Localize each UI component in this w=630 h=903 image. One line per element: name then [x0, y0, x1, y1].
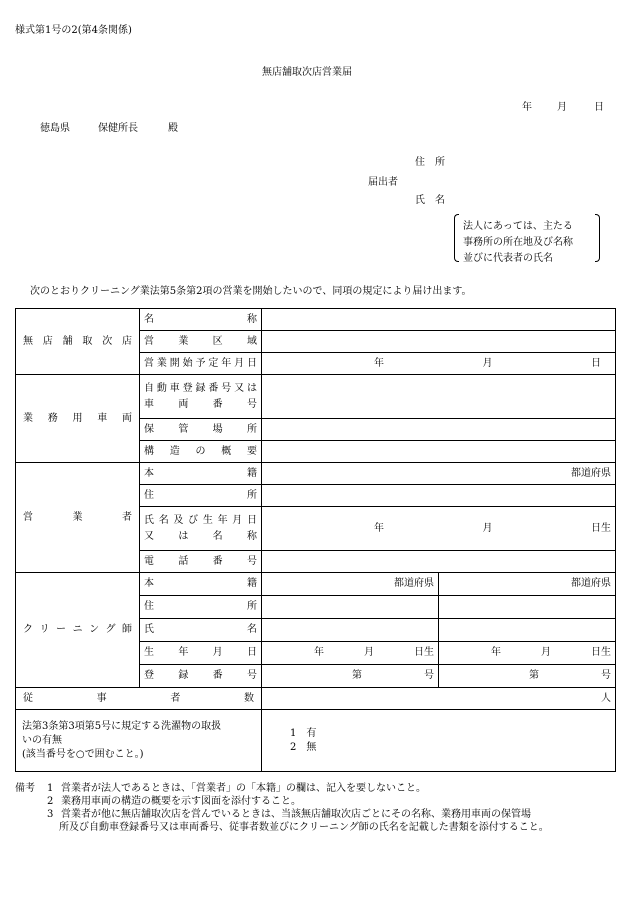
form-number: 様式第1号の2(第4条関係): [15, 25, 132, 36]
corporate-note: [463, 219, 573, 267]
left-bracket: [454, 214, 459, 262]
day-unit: 日生: [591, 522, 611, 534]
reg-suffix: 号: [601, 670, 611, 681]
registration-table: [15, 308, 616, 772]
prefecture-unit: 都道府県: [394, 578, 434, 589]
operator-phone-field[interactable]: [262, 551, 616, 573]
month-unit: 月: [364, 647, 374, 658]
page-title: 無店舗取次店営業届: [262, 67, 352, 78]
year-unit: 年: [374, 357, 384, 369]
section-operator-label: 営業者: [16, 463, 140, 573]
date-month-label: 月: [557, 102, 567, 113]
year-unit: 年: [374, 522, 384, 534]
table-row: [16, 463, 616, 485]
day-unit: 日生: [591, 647, 611, 658]
note-number: 3: [47, 809, 54, 820]
shop-start-date-field[interactable]: [262, 353, 616, 375]
note-continuation: [15, 821, 549, 834]
handling-options[interactable]: [262, 710, 616, 772]
vehicle-reg-field[interactable]: [262, 375, 616, 419]
shop-area-field[interactable]: [262, 331, 616, 353]
corporate-note-line: 並びに代表者の氏名: [463, 253, 553, 264]
cleaner-name-field-2[interactable]: [439, 619, 616, 642]
note-item: [15, 795, 549, 808]
staff-unit: 人: [601, 692, 611, 704]
table-row: [16, 573, 616, 596]
cleaner-domicile-label: 本籍: [140, 573, 262, 596]
vehicle-structure-field[interactable]: [262, 441, 616, 463]
vehicle-storage-label: 保管場所: [140, 419, 262, 441]
month-unit: 月: [482, 522, 493, 534]
operator-address-label: 住所: [140, 485, 262, 507]
notes-heading: 備考: [15, 783, 35, 794]
note-number: 2: [47, 796, 54, 807]
vehicle-structure-label: 構造の概要: [140, 441, 262, 463]
cleaner-birth-label: 生年月日: [140, 642, 262, 665]
applicant-role-label: 届出者: [368, 177, 398, 188]
handling-label: [16, 710, 262, 772]
cleaner-birth-field-2[interactable]: [439, 642, 616, 665]
day-unit: 日: [591, 357, 601, 369]
corporate-note-line: 事務所の所在地及び名称: [463, 237, 573, 248]
vehicle-reg-label: [140, 375, 262, 419]
table-row: [16, 309, 616, 331]
cleaner-registration-field-1[interactable]: [262, 665, 439, 688]
prefecture-unit: 都道府県: [571, 578, 611, 589]
reg-suffix: 号: [424, 670, 434, 681]
table-row: [16, 710, 616, 772]
note-text: 営業者が法人であるときは、「営業者」の「本籍」の欄は、記入を要しないこと。: [61, 783, 426, 794]
cleaner-name-field-1[interactable]: [262, 619, 439, 642]
applicant-address-label: 住 所: [415, 157, 445, 168]
vehicle-reg-label-line1: 自動車登録番号又は: [144, 382, 257, 394]
staff-count-label: 従事者数: [16, 688, 262, 710]
handling-option-yes[interactable]: 1 有: [290, 727, 317, 739]
handling-label-line2: いの有無: [22, 734, 62, 746]
cleaner-registration-field-2[interactable]: [439, 665, 616, 688]
operator-name-label-line2: 又は名称: [144, 530, 257, 542]
applicant-name-label: 氏 名: [415, 195, 445, 206]
addressee-honorific: 殿: [168, 123, 178, 134]
section-shop-label: 無店舗取次店: [16, 309, 140, 375]
shop-area-label: 営業区域: [140, 331, 262, 353]
year-unit: 年: [314, 647, 324, 658]
reg-prefix: 第: [529, 670, 539, 681]
intro-text: 次のとおりクリーニング業法第5条第2項の営業を開始したいので、同項の規定により届け出ます。: [30, 286, 472, 297]
staff-count-field[interactable]: [262, 688, 616, 710]
vehicle-reg-label-line2: 車両番号: [144, 398, 257, 410]
cleaner-registration-label: 登録番号: [140, 665, 262, 688]
operator-domicile-label: 本籍: [140, 463, 262, 485]
note-item: [15, 808, 549, 821]
operator-name-label-line1: 氏名及び生年月日: [144, 514, 257, 526]
section-vehicle-label: 業務用車両: [16, 375, 140, 463]
note-text: 営業者が他に無店舗取次店を営んでいるときは、当該無店舗取次店ごとにその名称、業務用車両の保管場: [61, 809, 531, 820]
operator-address-field[interactable]: [262, 485, 616, 507]
reg-prefix: 第: [352, 670, 362, 681]
notes: [15, 782, 549, 834]
section-cleaner-label: クリーニング師: [16, 573, 140, 688]
right-bracket: [595, 214, 600, 262]
operator-name-field[interactable]: [262, 507, 616, 551]
corporate-note-bracket: [454, 214, 600, 264]
cleaner-address-field-2[interactable]: [439, 596, 616, 619]
prefecture-unit: 都道府県: [571, 467, 611, 479]
shop-name-label: 名称: [140, 309, 262, 331]
addressee-prefecture: 徳島県: [40, 123, 70, 134]
handling-label-line1: 法第3条第3項第5号に規定する洗濯物の取扱: [22, 720, 222, 732]
shop-name-field[interactable]: [262, 309, 616, 331]
note-continuation-text: 所及び自動車登録番号又は車両番号、従事者数並びにクリーニング師の氏名を記載した書類を添付すること。: [59, 822, 549, 833]
note-number: 1: [47, 783, 54, 794]
corporate-note-line: 法人にあっては、主たる: [463, 221, 573, 232]
addressee-office: 保健所長: [98, 123, 138, 134]
cleaner-address-label: 住所: [140, 596, 262, 619]
table-row: [16, 688, 616, 710]
handling-option-no[interactable]: 2 無: [290, 741, 317, 753]
table-row: [16, 375, 616, 419]
month-unit: 月: [482, 357, 493, 369]
operator-domicile-field[interactable]: [262, 463, 616, 485]
note-text: 業務用車両の構造の概要を示す図面を添付すること。: [61, 796, 301, 807]
operator-phone-label: 電話番号: [140, 551, 262, 573]
date-day-label: 日: [594, 102, 604, 113]
note-item: [15, 782, 549, 795]
operator-name-label: [140, 507, 262, 551]
cleaner-address-field-1[interactable]: [262, 596, 439, 619]
year-unit: 年: [491, 647, 501, 658]
date-year-label: 年: [522, 102, 532, 113]
cleaner-birth-field-1[interactable]: [262, 642, 439, 665]
cleaner-domicile-field-1[interactable]: [262, 573, 439, 596]
cleaner-domicile-field-2[interactable]: [439, 573, 616, 596]
vehicle-storage-field[interactable]: [262, 419, 616, 441]
day-unit: 日生: [414, 647, 434, 658]
month-unit: 月: [541, 647, 551, 658]
cleaner-name-label: 氏名: [140, 619, 262, 642]
shop-start-date-label: 営業開始予定年月日: [140, 353, 262, 375]
handling-label-line3: (該当番号を○で囲むこと。): [22, 748, 144, 760]
